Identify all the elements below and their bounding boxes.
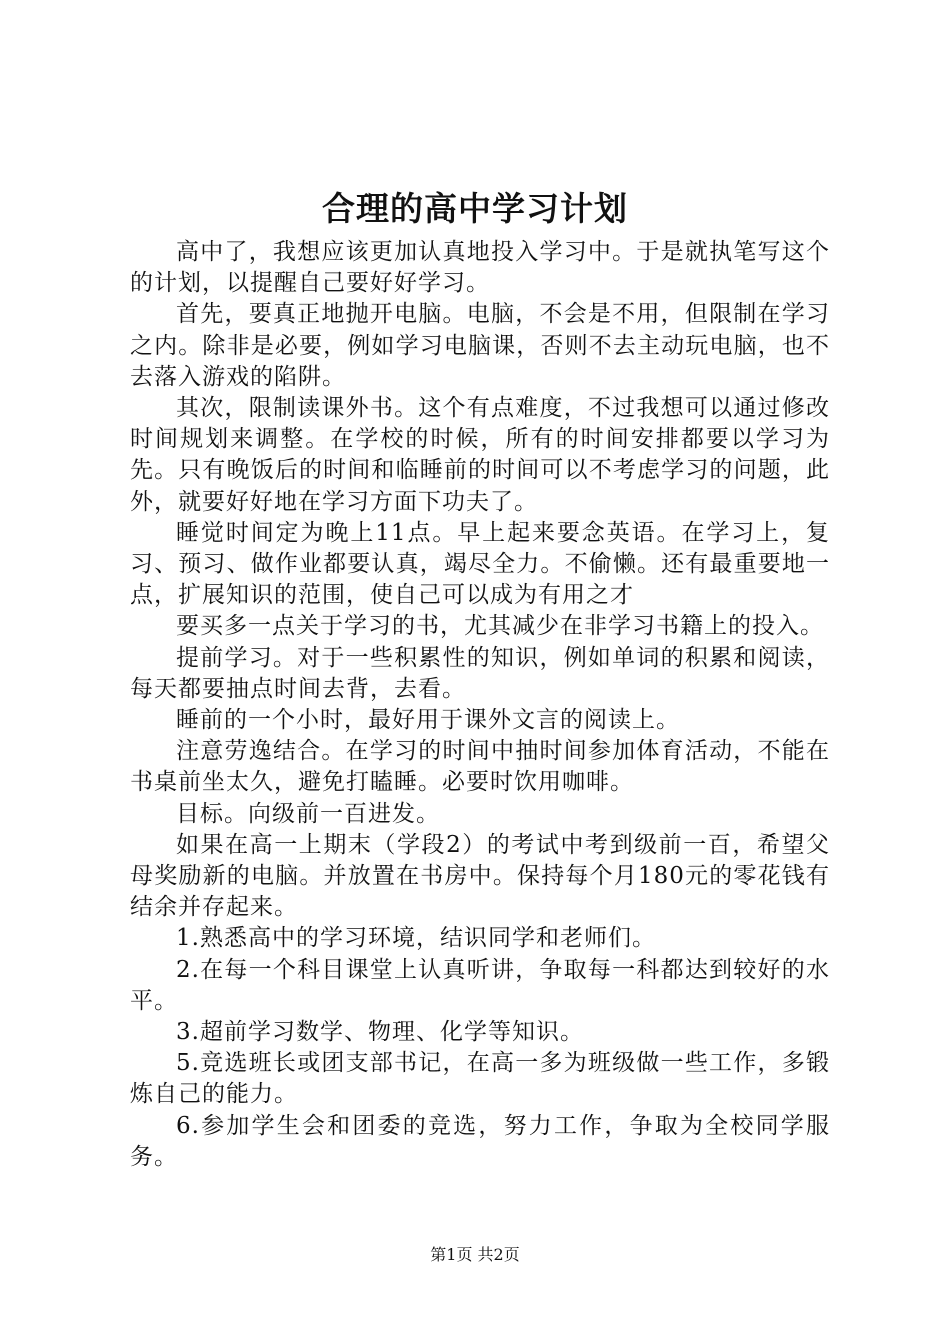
paragraph: 如果在高一上期末（学段2）的考试中考到级前一百，希望父母奖励新的电脑。并放置在书房中。保持每个月180元的零花钱有结余并存起来。 (130, 831, 830, 921)
list-item: 1.熟悉高中的学习环境，结识同学和老师们。 (176, 925, 656, 952)
page-indicator: 第1页 共2页 (430, 1245, 520, 1264)
paragraph: 首先，要真正地抛开电脑。电脑，不会是不用，但限制在学习之内。除非是必要，例如学习电脑课，否则不去主动玩电脑，也不去落入游戏的陷阱。 (130, 301, 830, 390)
paragraph: 提前学习。对于一些积累性的知识，例如单词的积累和阅读，每天都要抽点时间去背，去看。 (130, 644, 830, 702)
paragraph: 要买多一点关于学习的书，尤其减少在非学习书籍上的投入。 (176, 613, 824, 640)
paragraph: 高中了，我想应该更加认真地投入学习中。于是就执笔写这个的计划，以提醒自己要好好学习。 (130, 239, 830, 297)
list-item: 3.超前学习数学、物理、化学等知识。 (176, 1019, 584, 1046)
document-body (130, 237, 830, 1173)
list-item: 5.竞选班长或团支部书记，在高一多为班级做一些工作，多锻炼自己的能力。 (130, 1050, 830, 1108)
paragraph: 睡觉时间定为晚上11点。早上起来要念英语。在学习上，复习、预习、做作业都要认真，竭尽全力。不偷懒。还有最重要地一点，扩展知识的范围，使自己可以成为有用之才 (130, 519, 830, 609)
list-item: 2.在每一个科目课堂上认真听讲，争取每一科都达到较好的水平。 (130, 956, 830, 1014)
paragraph: 注意劳逸结合。在学习的时间中抽时间参加体育活动，不能在书桌前坐太久，避免打瞌睡。必要时饮用咖啡。 (130, 738, 830, 796)
document-title: 合理的高中学习计划 (322, 189, 628, 228)
paragraph: 睡前的一个小时，最好用于课外文言的阅读上。 (176, 707, 680, 734)
paragraph: 目标。向级前一百进发。 (176, 800, 440, 827)
paragraph: 其次，限制读课外书。这个有点难度，不过我想可以通过修改时间规划来调整。在学校的时候，所有的时间安排都要以学习为先。只有晚饭后的时间和临睡前的时间可以不考虑学习的问题，此外，就要好好地在学习方面下功夫了。 (130, 395, 830, 515)
list-item: 6.参加学生会和团委的竞选，努力工作，争取为全校同学服务。 (130, 1112, 830, 1170)
